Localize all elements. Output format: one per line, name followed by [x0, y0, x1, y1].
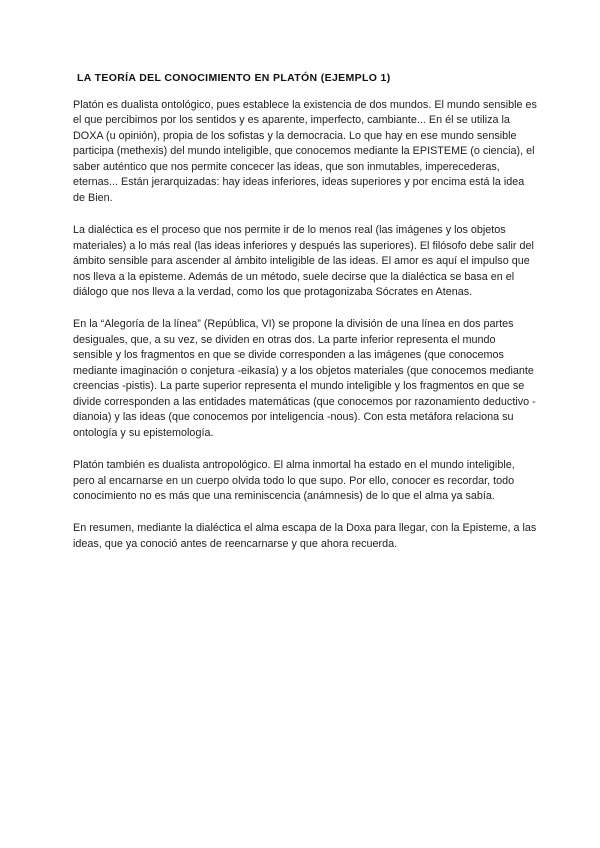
document-title: LA TEORÍA DEL CONOCIMIENTO EN PLATÓN (EJEMPLO 1) [77, 72, 391, 84]
document-body [73, 98, 537, 569]
paragraph-dualismo-ontologico: Platón es dualista ontológico, pues establece la existencia de dos mundos. El mundo sensible es el que percibimos por los sentidos y es aparente, imperfecto, cambiante... En él se utiliza la DOXA (u opinión), propia de los sofistas y la democracia. Lo que hay en ese mundo sensible participa (methexis) del mundo inteligible, que conocemos mediante la EPISTEME (o ciencia), el saber auténtico que nos permite concecer las ideas, que son inmutables, imperecederas, eternas... Están jerarquizadas: hay ideas inferiores, ideas superiores y por encima está la idea de Bien. [73, 99, 537, 204]
paragraph-alegoria-linea: En la “Alegoría de la línea” (República, VI) se propone la división de una línea en dos partes desiguales, que, a su vez, se dividen en otras dos. La parte inferior representa el mundo sensible y los fragmentos en que se divide corresponden a las imágenes (que conocemos mediante imaginación o conjetura -eikasía) y a los objetos materiales (que conocemos mediante creencias -pistis). La parte superior representa el mundo inteligible y los fragmentos en que se divide corresponden a las entidades matemáticas (que conocemos por razonamiento deductivo -dianoia) y las ideas (que conocemos por inteligencia -nous). Con esta metáfora relaciona su ontología y su epistemología. [73, 318, 536, 439]
paragraph-dialectica: La dialéctica es el proceso que nos permite ir de lo menos real (las imágenes y los objetos materiales) a lo más real (las ideas inferiores y después las superiores). El filósofo debe salir del ámbito sensible para ascender al ámbito inteligible de las ideas. El amor es aquí el impulso que nos lleva a la episteme. Además de un método, suele decirse que la dialéctica se basa en el diálogo que nos lleva a la verdad, como los que protagonizaba Sócrates en Atenas. [73, 224, 534, 298]
paragraph-dualismo-antropologico: Platón también es dualista antropológico. El alma inmortal ha estado en el mundo inteligible, pero al encarnarse en un cuerpo olvida todo lo que supo. Por ello, conocer es recordar, todo conocimiento no es más que una reminiscencia (anámnesis) de lo que el alma ya sabía. [73, 459, 515, 502]
paragraph-resumen: En resumen, mediante la dialéctica el alma escapa de la Doxa para llegar, con la Episteme, a las ideas, que ya conoció antes de reencarnarse y que ahora recuerda. [73, 522, 537, 550]
